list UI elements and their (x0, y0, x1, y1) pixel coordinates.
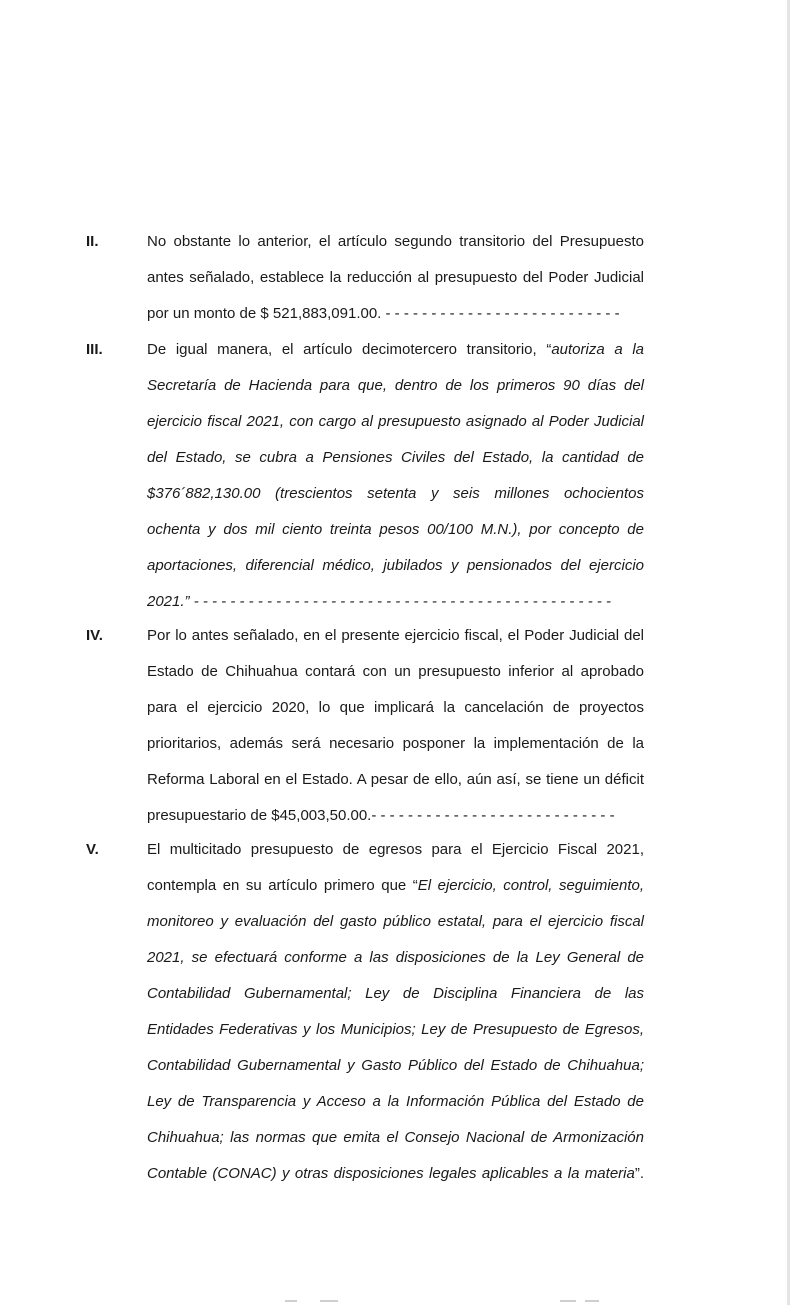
paragraph-iii-quote: autoriza a la (551, 341, 644, 358)
paragraph-iii-line (147, 340, 644, 360)
scan-speck (320, 1300, 338, 1302)
paragraph-iii-line: aportaciones, diferencial médico, jubilados y pensionados del ejercicio (147, 557, 644, 574)
paragraph-iii-line: del Estado, se cubra a Pensiones Civiles del Estado, la cantidad de (147, 449, 644, 466)
paragraph-v-quote: Contable (CONAC) y otras disposiciones legales aplicables a la materia (147, 1165, 635, 1182)
scan-speck (285, 1300, 297, 1302)
paragraph-number-iii: III. (86, 341, 103, 358)
paragraph-iv-line: presupuestario de $45,003,50.00.- - - - - - - - - - - - - - - - - - - - - - - - - - - (147, 807, 615, 824)
paragraph-v-line: 2021, se efectuará conforme a las disposiciones de la Ley General de (147, 949, 644, 966)
paragraph-number-iv: IV. (86, 627, 103, 644)
paragraph-iii-line: ochenta y dos mil ciento treinta pesos 00/100 M.N.), por concepto de (147, 521, 644, 538)
paragraph-v-line: monitoreo y evaluación del gasto público estatal, para el ejercicio fiscal (147, 913, 644, 930)
paragraph-ii-line: No obstante lo anterior, el artículo segundo transitorio del Presupuesto (147, 233, 644, 250)
scan-speck (560, 1300, 576, 1302)
paragraph-v-line (147, 1164, 644, 1184)
paragraph-ii-line: antes señalado, establece la reducción al presupuesto del Poder Judicial (147, 269, 644, 286)
paragraph-iv-line: Reforma Laboral en el Estado. A pesar de ello, aún así, se tiene un déficit (147, 771, 644, 788)
paragraph-v-line: El multicitado presupuesto de egresos para el Ejercicio Fiscal 2021, (147, 841, 644, 858)
paragraph-v-text: ”. (634, 1165, 644, 1182)
paragraph-iii-line: Secretaría de Hacienda para que, dentro de los primeros 90 días del (147, 377, 644, 394)
paragraph-v-text: contempla en su artículo primero que “ (147, 877, 418, 894)
paragraph-iii-line: 2021.” - - - - - - - - - - - - - - - - - - - - - - - - - - - - - - - - - - - - - - - - - - - - - - (147, 593, 612, 610)
paragraph-iii-line: ejercicio fiscal 2021, con cargo al presupuesto asignado al Poder Judicial (147, 413, 644, 430)
paragraph-v-quote: El ejercicio, control, seguimiento, (417, 877, 645, 894)
paragraph-number-v: V. (86, 841, 99, 858)
paragraph-iv-line: Estado de Chihuahua contará con un presupuesto inferior al aprobado (147, 663, 644, 680)
paragraph-v-line: Contabilidad Gubernamental y Gasto Público del Estado de Chihuahua; (147, 1057, 644, 1074)
paragraph-v-line: Chihuahua; las normas que emita el Consejo Nacional de Armonización (147, 1129, 644, 1146)
paragraph-iv-line: prioritarios, además será necesario posponer la implementación de la (147, 735, 644, 752)
paragraph-number-ii: II. (86, 233, 99, 250)
paragraph-iv-line: para el ejercicio 2020, lo que implicará la cancelación de proyectos (147, 699, 644, 716)
paragraph-ii-line: por un monto de $ 521,883,091.00. - - - - - - - - - - - - - - - - - - - - - - - - - - (147, 305, 620, 322)
paragraph-iii-text: De igual manera, el artículo decimotercero transitorio, “ (147, 341, 552, 358)
scan-speck (585, 1300, 599, 1302)
paragraph-iv-line: Por lo antes señalado, en el presente ejercicio fiscal, el Poder Judicial del (147, 627, 644, 644)
paragraph-v-line (147, 876, 644, 896)
paragraph-iii-line: $376´882,130.00 (trescientos setenta y seis millones ochocientos (147, 485, 644, 502)
paragraph-v-line: Entidades Federativas y los Municipios; Ley de Presupuesto de Egresos, (147, 1021, 644, 1038)
paragraph-v-line: Ley de Transparencia y Acceso a la Información Pública del Estado de (147, 1093, 644, 1110)
paragraph-v-line: Contabilidad Gubernamental; Ley de Disciplina Financiera de las (147, 985, 644, 1002)
